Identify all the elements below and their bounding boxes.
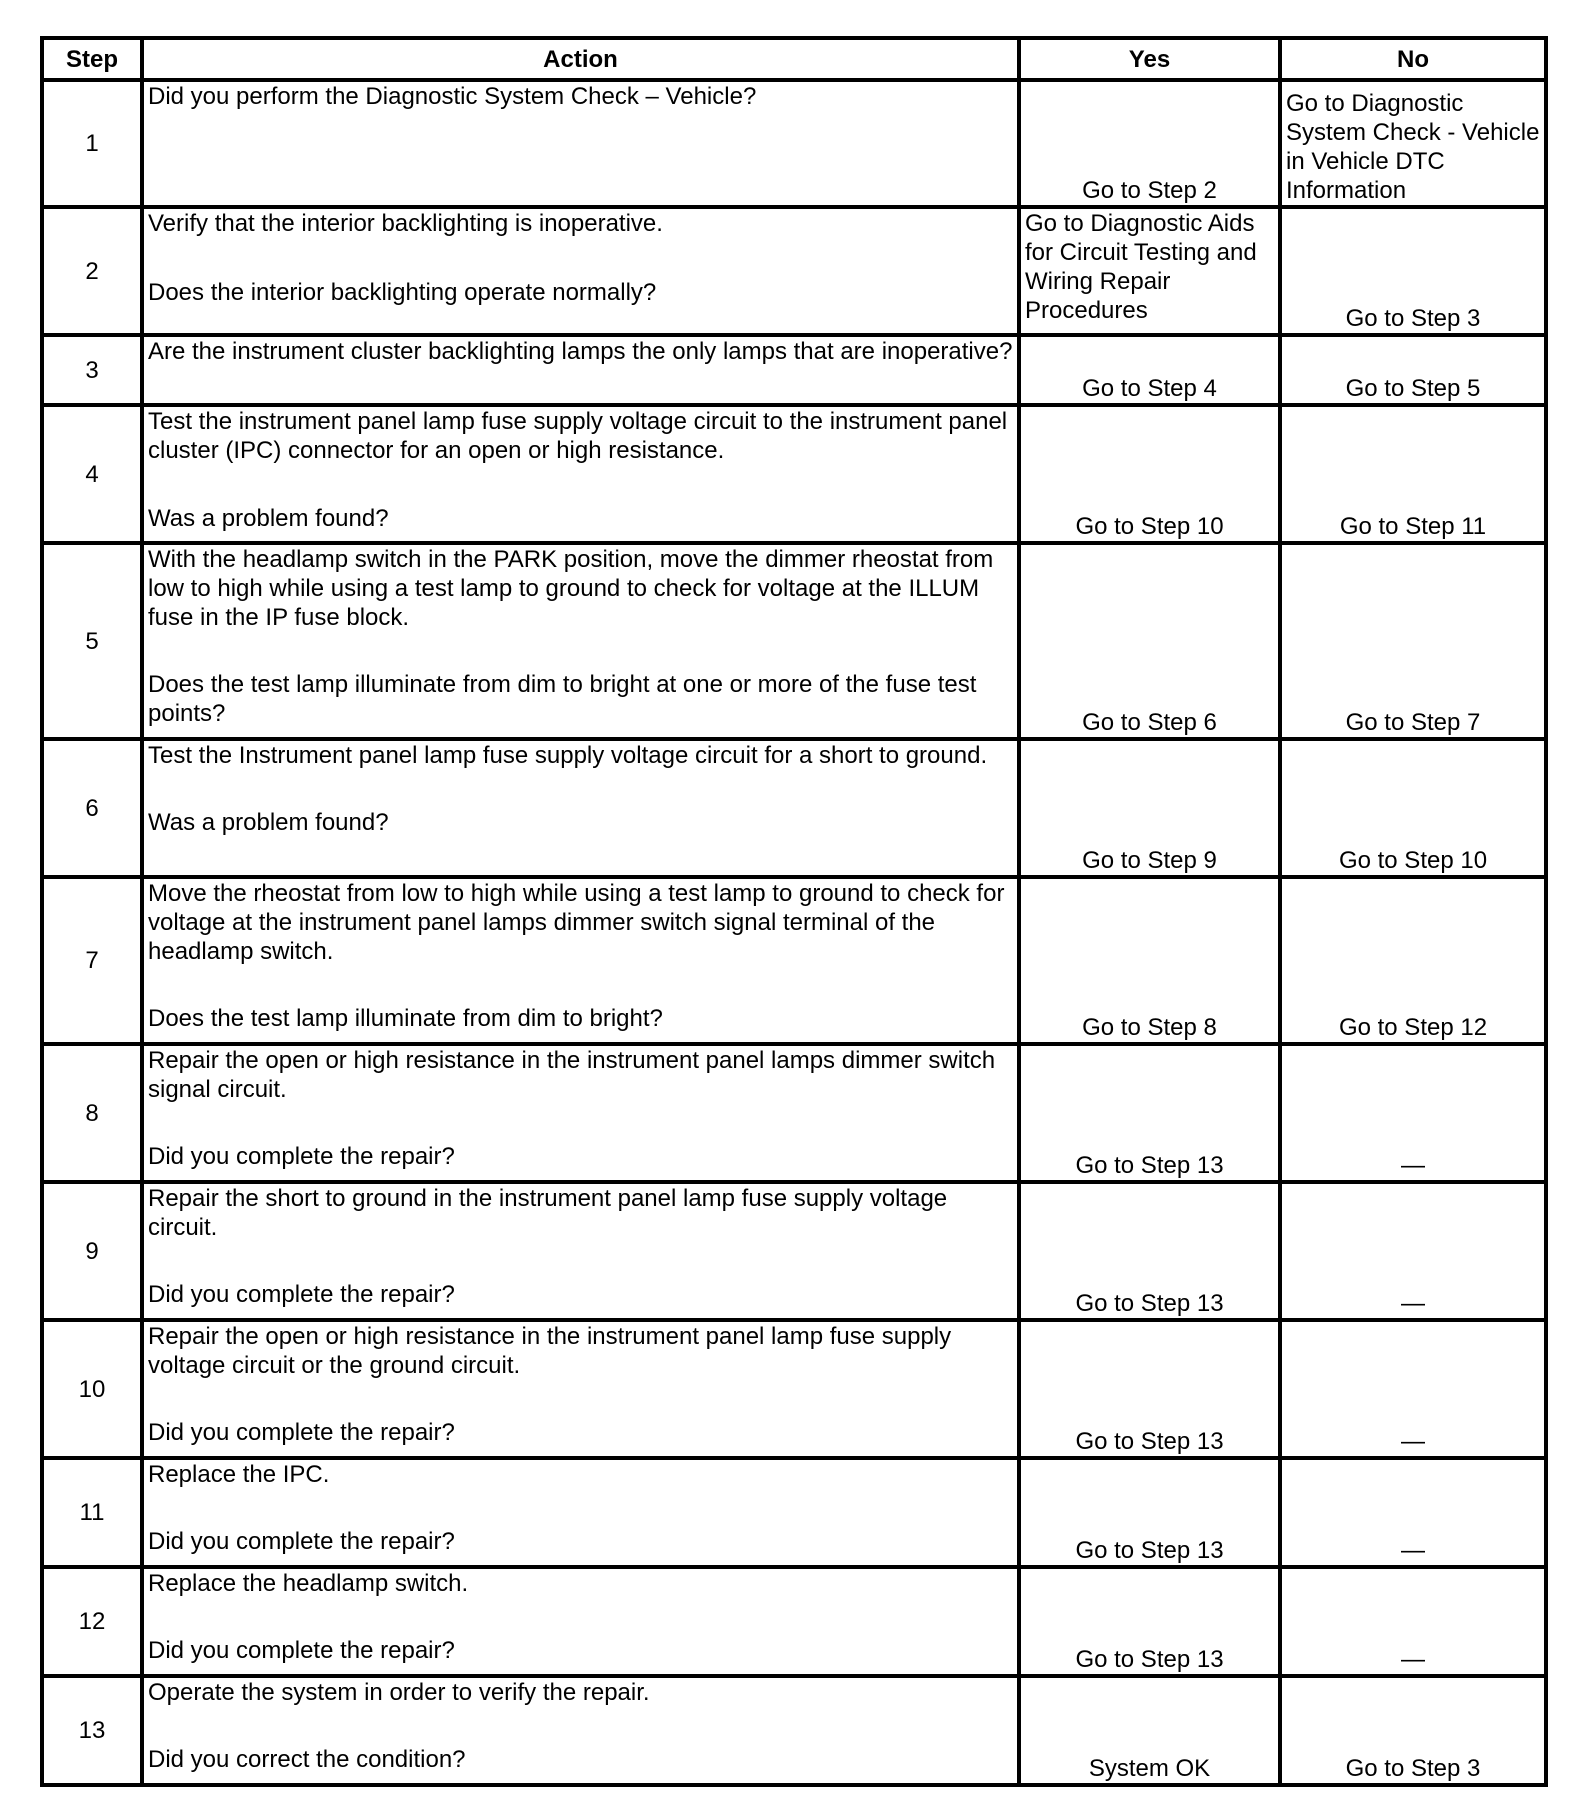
yes-cell: Go to Step 4 — [1019, 335, 1280, 405]
yes-cell: Go to Step 13 — [1019, 1567, 1280, 1676]
action-cell — [142, 80, 1019, 207]
step-number: 11 — [42, 1458, 142, 1567]
action-question: Did you complete the repair? — [148, 1637, 455, 1664]
step-number: 6 — [42, 739, 142, 877]
header-action: Action — [142, 38, 1019, 80]
step-number: 13 — [42, 1676, 142, 1785]
action-cell — [142, 405, 1019, 543]
step-number: 8 — [42, 1044, 142, 1182]
table-row — [42, 207, 1546, 335]
action-question: Did you complete the repair? — [148, 1419, 455, 1446]
header-step: Step — [42, 38, 142, 80]
action-question: Does the interior backlighting operate normally? — [148, 279, 657, 306]
table-row — [42, 80, 1546, 207]
step-number: 2 — [42, 207, 142, 335]
action-question: Did you complete the repair? — [148, 1143, 455, 1170]
yes-cell: Go to Step 10 — [1019, 405, 1280, 543]
action-cell — [142, 1458, 1019, 1567]
action-instruction: Are the instrument cluster backlighting lamps the only lamps that are inoperative? — [148, 338, 1013, 365]
no-cell: Go to Step 7 — [1280, 543, 1546, 739]
step-number: 7 — [42, 877, 142, 1044]
no-cell: Go to Step 3 — [1280, 1676, 1546, 1785]
step-number: 9 — [42, 1182, 142, 1320]
table-row — [42, 335, 1546, 405]
action-instruction: Replace the headlamp switch. — [148, 1570, 469, 1597]
action-instruction: Operate the system in order to verify the repair. — [148, 1679, 650, 1706]
no-cell: — — [1280, 1044, 1546, 1182]
action-question: Did you complete the repair? — [148, 1528, 455, 1555]
table-row — [42, 1044, 1546, 1182]
table-row — [42, 1458, 1546, 1567]
action-question: Was a problem found? — [148, 809, 389, 836]
header-yes: Yes — [1019, 38, 1280, 80]
action-instruction: Verify that the interior backlighting is inoperative. — [148, 210, 663, 237]
action-question: Does the test lamp illuminate from dim to bright at one or more of the fuse test points? — [148, 671, 977, 727]
yes-cell: Go to Step 6 — [1019, 543, 1280, 739]
table-row — [42, 543, 1546, 739]
no-cell: — — [1280, 1458, 1546, 1567]
step-number: 12 — [42, 1567, 142, 1676]
yes-cell: Go to Step 8 — [1019, 877, 1280, 1044]
yes-cell: Go to Step 2 — [1019, 80, 1280, 207]
table-row — [42, 1676, 1546, 1785]
no-cell: Go to Step 3 — [1280, 207, 1546, 335]
yes-cell: Go to Diagnostic Aids for Circuit Testing and Wiring Repair Procedures — [1019, 207, 1280, 335]
no-cell: Go to Step 11 — [1280, 405, 1546, 543]
no-cell: Go to Step 5 — [1280, 335, 1546, 405]
action-instruction: Repair the open or high resistance in the instrument panel lamp fuse supply voltage circuit or the ground circuit. — [148, 1323, 952, 1379]
table-row — [42, 1567, 1546, 1676]
action-cell — [142, 1567, 1019, 1676]
yes-cell: System OK — [1019, 1676, 1280, 1785]
no-cell: — — [1280, 1320, 1546, 1458]
header-no: No — [1280, 38, 1546, 80]
yes-cell: Go to Step 13 — [1019, 1182, 1280, 1320]
action-question: Does the test lamp illuminate from dim to bright? — [148, 1005, 663, 1032]
action-instruction: Repair the short to ground in the instrument panel lamp fuse supply voltage circuit. — [148, 1185, 948, 1241]
no-cell: — — [1280, 1567, 1546, 1676]
action-question: Did you complete the repair? — [148, 1281, 455, 1308]
action-cell — [142, 1676, 1019, 1785]
table-row — [42, 1182, 1546, 1320]
yes-cell: Go to Step 13 — [1019, 1044, 1280, 1182]
action-cell — [142, 335, 1019, 405]
header-row — [42, 38, 1546, 80]
no-cell: Go to Diagnostic System Check - Vehicle in Vehicle DTC Information — [1280, 80, 1546, 207]
action-instruction: Did you perform the Diagnostic System Check – Vehicle? — [148, 83, 757, 110]
table-row — [42, 405, 1546, 543]
no-cell: Go to Step 12 — [1280, 877, 1546, 1044]
step-number: 1 — [42, 80, 142, 207]
action-instruction: Repair the open or high resistance in the instrument panel lamps dimmer switch signal circuit. — [148, 1047, 996, 1103]
action-instruction: Test the Instrument panel lamp fuse supply voltage circuit for a short to ground. — [148, 742, 988, 769]
no-cell: Go to Step 10 — [1280, 739, 1546, 877]
action-instruction: Replace the IPC. — [148, 1461, 330, 1488]
yes-cell: Go to Step 13 — [1019, 1458, 1280, 1567]
yes-cell: Go to Step 13 — [1019, 1320, 1280, 1458]
action-cell — [142, 877, 1019, 1044]
action-cell — [142, 207, 1019, 335]
action-question: Did you correct the condition? — [148, 1746, 466, 1773]
diagnostic-table — [40, 36, 1548, 1787]
step-number: 5 — [42, 543, 142, 739]
action-cell — [142, 543, 1019, 739]
action-cell — [142, 1320, 1019, 1458]
step-number: 4 — [42, 405, 142, 543]
action-instruction: Move the rheostat from low to high while using a test lamp to ground to check for voltage at the instrument panel lamps dimmer switch signal terminal of the headlamp switch. — [148, 880, 1005, 965]
step-number: 3 — [42, 335, 142, 405]
table-row — [42, 1320, 1546, 1458]
table-row — [42, 877, 1546, 1044]
action-instruction: Test the instrument panel lamp fuse supply voltage circuit to the instrument panel cluster (IPC) connector for an open or high resistance. — [148, 408, 1008, 464]
yes-cell: Go to Step 9 — [1019, 739, 1280, 877]
step-number: 10 — [42, 1320, 142, 1458]
no-cell: — — [1280, 1182, 1546, 1320]
action-cell — [142, 1182, 1019, 1320]
action-question: Was a problem found? — [148, 505, 389, 532]
action-cell — [142, 1044, 1019, 1182]
action-instruction: With the headlamp switch in the PARK position, move the dimmer rheostat from low to high while using a test lamp to ground to check for voltage at the ILLUM fuse in the IP fuse block. — [148, 546, 994, 631]
table-row — [42, 739, 1546, 877]
action-cell — [142, 739, 1019, 877]
